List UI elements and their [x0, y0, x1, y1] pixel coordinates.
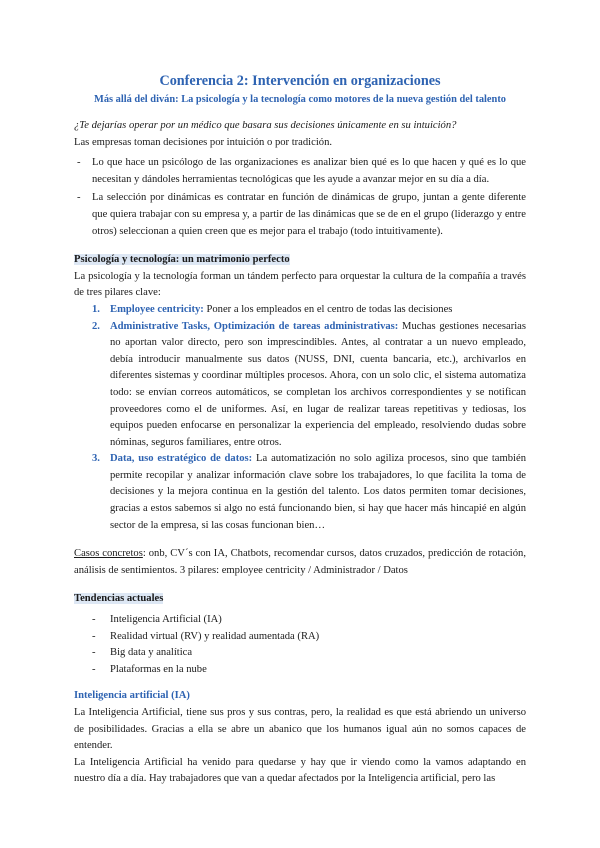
document-title: Conferencia 2: Intervención en organizaciones	[159, 73, 441, 89]
pillar-label: Employee centricity:	[110, 303, 204, 315]
section-heading	[74, 591, 526, 608]
ai-paragraph: La Inteligencia Artificial, tiene sus pros y sus contras, pero, la realidad es que está abriendo un universo de posibilidades. Gracias a ella se abre un abanico que los humanos igual aún no somos capaces de entender.	[74, 707, 526, 752]
section-heading: Inteligencia artificial (IA)	[74, 690, 190, 702]
list-item: - Lo que hace un psicólogo de las organizaciones es analizar bien qué es lo que hacen y qué es lo que necesitan y dándoles herramientas tecnológicas que les ayude a avanzar mejor en su día a día.	[74, 155, 526, 188]
pillar-text: La automatización no solo agiliza procesos, sino que también permite recopilar y analizar información clave sobre los trabajadores, lo que facilita la toma de decisiones y la mejora continua en la gestión del talento. Los datos permiten tomar decisiones, gracias a estos sabemos si algo no está funcionando bien, si hay que hacer más hincapié en algún sector de la empresa, si las cosas funcionan bien…	[110, 453, 526, 531]
pillar-text: Poner a los empleados en el centro de todas las decisiones	[203, 303, 453, 315]
cases-paragraph	[74, 546, 526, 579]
pillar-label: Data, uso estratégico de datos:	[110, 453, 253, 465]
section-heading-text: Psicología y tecnología: un matrimonio perfecto	[74, 254, 290, 266]
document-subtitle: Más allá del diván: La psicología y la tecnología como motores de la nueva gestión del talento	[94, 94, 506, 105]
pillar-item	[74, 451, 526, 534]
pillars-list	[74, 302, 526, 534]
section-heading	[74, 252, 526, 269]
section-intro: La psicología y la tecnología forman un tándem perfecto para orquestar la cultura de la compañía a través de tres pilares clave:	[74, 270, 526, 299]
pillar-text: Muchas gestiones necesarias no aportan valor directo, pero son imprescindibles. Antes, al contratar a un nuevo empleado, debía introducir manualmente sus datos (NUSS, DNI, cuenta bancaria, etc.), archivarlos en diferentes sistemas y coordinar múltiples procesos. Ahora, con un solo clic, el sistema automatiza todo: se envían correos automáticos, se completan los archivos correspondientes y se notifican proveedores como el de uniformes. Así, en lugar de realizar tareas repetitivas y tediosas, los equipos pueden enfocarse en personalizar la experiencia del empleado, resolviendo dudas sobre nóminas, seguros familiares, entre otros.	[110, 320, 526, 448]
section-heading-text: Tendencias actuales	[74, 593, 164, 605]
pillar-item	[74, 302, 526, 319]
intro-paragraph: Las empresas toman decisiones por intuición o por tradición.	[74, 136, 333, 148]
pillar-item	[74, 319, 526, 452]
list-item: - La selección por dinámicas es contratar en función de dinámicas de grupo, juntan a gente diferente que quiera trabajar con su empresa y, a partir de las dinámicas que se de en el grupo (liderazgo y entre otros) seleccionan a quien creen que es mejor para el trabajo (todo intuitivamente).	[74, 190, 526, 240]
pillar-number: 1.	[92, 303, 100, 315]
pillar-number: 3.	[92, 453, 100, 465]
pillar-label: Administrative Tasks, Optimización de tareas administrativas:	[110, 320, 399, 332]
list-item: - Inteligencia Artificial (IA)	[74, 612, 526, 629]
pillar-number: 2.	[92, 320, 100, 332]
ai-paragraph: La Inteligencia Artificial ha venido para quedarse y hay que ir viendo como la vamos adaptando en nuestro día a día. Hay trabajadores que van a quedar afectados por la Inteligencia artificial, pero las	[74, 756, 526, 785]
list-item: - Big data y analítica	[74, 645, 526, 662]
cases-label: Casos concretos	[74, 548, 143, 560]
cases-text: : onb, CV´s con IA, Chatbots, recomendar cursos, datos cruzados, predicción de rotación, análisis de sentimientos. 3 pilares: employee centricity / Administrador / Datos	[74, 548, 526, 576]
opening-question: ¿Te dejarías operar por un médico que basara sus decisiones únicamente en su intuición?	[74, 120, 457, 131]
trends-list	[74, 612, 526, 678]
list-item: - Realidad virtual (RV) y realidad aumentada (RA)	[74, 629, 526, 646]
list-item: - Plataformas en la nube	[74, 662, 526, 679]
intro-bullet-list	[74, 155, 526, 240]
